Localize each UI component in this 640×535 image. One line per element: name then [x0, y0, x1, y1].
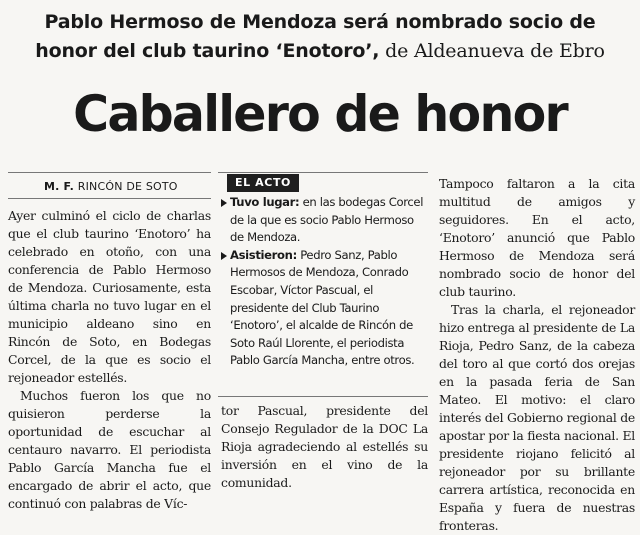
sidebar-el-acto — [221, 194, 428, 370]
sidebar-item-tuvo-lugar — [221, 194, 428, 247]
byline-author: M. F. — [44, 180, 75, 193]
sidebar-item-asistieron — [221, 247, 428, 370]
article-column-1 — [8, 207, 211, 513]
kicker-line-2-bold: honor del club taurino ‘Enotoro’, — [35, 40, 380, 62]
paragraph: Muchos fueron los que no quisieron perderse la oportunidad de escuchar al centauro navarro. El periodista Pablo García Mancha fue el encargado de abrir el acto, que continuó con palabras de Víc- — [8, 388, 211, 511]
paragraph: Tampoco faltaron a la cita multitud de amigos y seguidores. En el acto, ‘Enotoro’ anunció que Pablo Hermoso de Mendoza será nombrado socio de honor del club taurino. — [439, 176, 635, 299]
byline-rule-bottom — [8, 198, 211, 199]
sidebar-tag: EL ACTO — [227, 174, 299, 192]
triangle-bullet-icon — [221, 199, 227, 207]
paragraph: tor Pascual, presidente del Consejo Regulador de la DOC La Rioja agradeciendo al estellés su inversión en el vino de la comunidad. — [221, 403, 428, 490]
sidebar-rule-top — [218, 172, 428, 173]
kicker-subheadline — [0, 8, 640, 66]
sidebar-item-label: Asistieron: — [230, 247, 297, 262]
headline: Caballero de honor — [73, 85, 567, 143]
sidebar-item-text: en las bodegas Corcel de la que es socio Pablo Hermoso de Mendoza. — [230, 195, 424, 245]
article-column-3 — [439, 175, 635, 535]
triangle-bullet-icon — [221, 252, 227, 260]
sidebar-item-text: Pedro Sanz, Pablo Hermosos de Mendoza, Conrado Escobar, Víctor Pascual, el presidente del Club Taurino ‘Enotoro’, el alcalde de Rincón de Soto Raúl Llorente, el periodista Pablo García Mancha, entre otros. — [230, 247, 415, 368]
kicker-line-2 — [0, 37, 640, 66]
paragraph: Ayer culminó el ciclo de charlas que el club taurino ‘Enotoro’ ha celebrado en otoño, con una conferencia de Pablo Hermoso de Mendoza. Curiosamente, esta última charla no tuvo lugar en el municipio aldeano sino en Rincón de Soto, en Bodegas Corcel, de la que es socio el rejoneador estellés. — [8, 208, 211, 385]
paragraph: Tras la charla, el rejoneador hizo entrega al presidente de La Rioja, Pedro Sanz, de la cabeza del toro al que cortó dos orejas en la pasada feria de San Mateo. El motivo: el claro interés del Gobierno regional de apostar por la fiesta nacional. El presidente riojano felicitó al rejoneador por su brillante carrera artística, reconocida en España y fuera de nuestras fronteras. — [439, 302, 636, 533]
byline-rule-top — [8, 172, 211, 173]
sidebar-item-label: Tuvo lugar: — [230, 195, 300, 209]
article-column-2 — [221, 402, 428, 492]
sidebar-rule-bottom — [218, 396, 428, 397]
kicker-line-2-light: de Aldeanueva de Ebro — [379, 40, 605, 62]
byline — [8, 177, 208, 197]
byline-place: RINCÓN DE SOTO — [77, 180, 178, 193]
kicker-line-1: Pablo Hermoso de Mendoza será nombrado socio de — [44, 11, 596, 33]
